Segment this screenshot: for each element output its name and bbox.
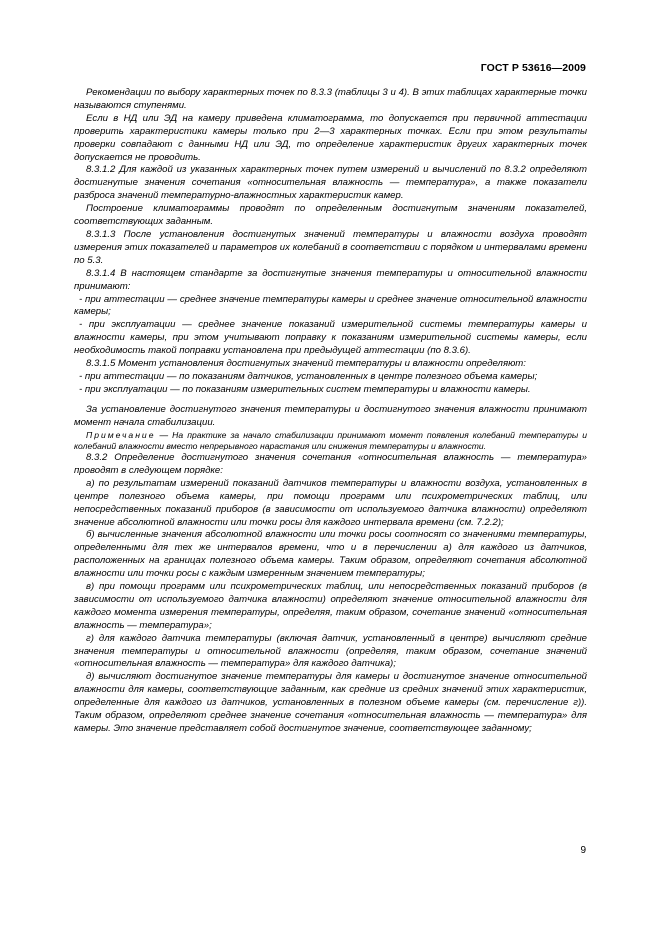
note-text: — На практике за начало стабилизации принимают момент появления колебаний температуры и колебаний влажности вместо непрерывного нарастания или снижения температуры и влажности. xyxy=(74,429,587,451)
paragraph: Построение климатограммы проводят по определенным достигнутым значениям показателей, соответствующих заданным. xyxy=(74,203,587,228)
page-number: 9 xyxy=(580,845,586,856)
paragraph: 8.3.1.3 После установления достигнутых значений температуры и влажности воздуха проводят измерения этих показателей и параметров их колебаний в соответствии с порядком и интервалами времени по 5.3. xyxy=(74,228,587,266)
list-item: г) для каждого датчика температуры (включая датчик, установленный в центре) вычисляют средние значения температуры и относительной влажности (определяя, таким образом, сочетание значений «относительная влажность — температура» для каждого датчика); xyxy=(74,632,587,670)
paragraph: 8.3.1.2 Для каждой из указанных характерных точек путем измерений и вычислений по 8.3.2 определяют достигнутые значения сочетания «относительная влажность — температура», а также показатели разброса значений температурно-влажностных характеристик камер. xyxy=(74,164,587,202)
list-item: д) вычисляют достигнутое значение температуры для камеры и достигнутое значение относительной влажности для камеры, соответствующие заданным, как средние из средних значений этих характеристик, определенные для каждого из датчиков, установленных в полезном объеме камеры (см. перечисление г)). Таким образом, определяют среднее значение сочетания «относительная влажность — температура» для камеры. Это значение представляет собой достигнутое значение, соответствующее заданному; xyxy=(74,671,587,734)
paragraph: Если в НД или ЭД на камеру приведена климатограмма, то допускается при первичной аттестации проверить характеристики камеры только при 2—3 характерных точках. Если при этом результаты проверки совпадают с данными НД или ЭД, то определение характеристик других характерных точек допускается не проводить. xyxy=(74,112,587,163)
section-heading: 8.3.2 Определение достигнутого значения сочетания «относительная влажность — температура» проводят в следующем порядке: xyxy=(74,451,587,476)
paragraph: 8.3.1.5 Момент установления достигнутых значений температуры и влажности определяют: xyxy=(86,358,526,370)
list-item: б) вычисленные значения абсолютной влажности или точки росы соотносят со значениями температуры, определенными для тех же интервалов времени, что и в перечислении а) для каждого из датчиков, расположенных на границах полезного объема камеры. Таким образом, определяют сочетания абсолютной влажности или точки росы с каждым измеренным значением температуры; xyxy=(74,529,587,580)
list-item: - при аттестации — среднее значение температуры камеры и среднее значение относительной влажности камеры; xyxy=(74,293,587,318)
list-item: а) по результатам измерений показаний датчиков температуры и влажности воздуха, установленных в центре полезного объема камеры, при помощи программ или психрометрических таблиц, или непосредственных показаний приборов (в зависимости от используемого датчика влажности) определяют значение абсолютной влажности или точки росы для каждого интервала времени (см. 7.2.2); xyxy=(74,477,587,528)
document-header: ГОСТ Р 53616—2009 xyxy=(480,62,586,74)
note xyxy=(74,430,587,452)
list-item: - при эксплуатации — по показаниям измерительных систем температуры и влажности камеры. xyxy=(79,383,531,395)
paragraph: Рекомендации по выбору характерных точек по 8.3.3 (таблицы 3 и 4). В этих таблицах характерные точки называются ступенями. xyxy=(74,87,587,111)
note-label: Примечание xyxy=(86,429,156,440)
list-item: в) при помощи программ или психрометрических таблиц, или непосредственных показаний приборов (в зависимости от используемого датчика влажности) определяют значение относительной влажности для каждого момента измерения температуры, определяя, таким образом, сочетание значений «относительная влажность — температура»; xyxy=(74,581,587,631)
document-body xyxy=(74,87,587,736)
paragraph: За установление достигнутого значения температуры и достигнутого значения влажности принимают момент начала стабилизации. xyxy=(74,403,587,428)
paragraph: 8.3.1.4 В настоящем стандарте за достигнутые значения температуры и относительной влажности принимают: xyxy=(74,267,587,292)
list-item: - при эксплуатации — среднее значение показаний измерительной системы температуры камеры и влажности камеры, при этом учитывают поправку к показаниям измерительной системы камеры, если необходимость такой поправки установлена при предыдущей аттестации (по 8.3.6). xyxy=(74,319,587,357)
list-item: - при аттестации — по показаниям датчиков, установленных в центре полезного объема камеры; xyxy=(79,370,538,382)
